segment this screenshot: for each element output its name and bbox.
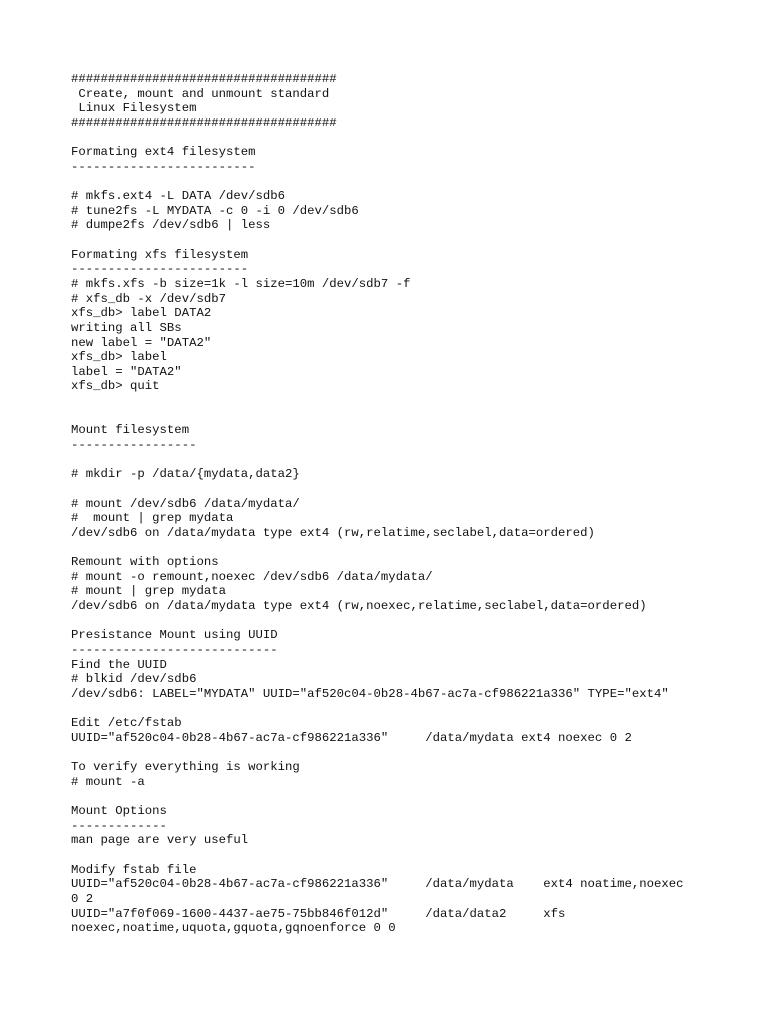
- text-line: # mkfs.xfs -b size=1k -l size=10m /dev/sdb7 -f: [71, 276, 411, 291]
- text-line: [71, 482, 751, 497]
- text-line: # tune2fs -L MYDATA -c 0 -i 0 /dev/sdb6: [71, 203, 359, 218]
- text-line: Find the UUID: [71, 657, 167, 672]
- text-line: ####################################: [71, 72, 337, 86]
- text-line: [71, 848, 751, 863]
- text-line: xfs_db> label: [71, 350, 167, 365]
- text-line: [71, 789, 751, 804]
- text-line: UUID="af520c04-0b28-4b67-ac7a-cf986221a336" /data/mydata ext4 noexec 0 2: [71, 730, 632, 745]
- text-line: Edit /etc/fstab: [71, 716, 182, 731]
- text-line: To verify everything is working: [71, 760, 300, 775]
- text-line: # mount -o remount,noexec /dev/sdb6 /data/mydata/: [71, 569, 433, 584]
- text-line: # mount | grep mydata: [71, 584, 226, 599]
- text-line: [71, 131, 751, 146]
- text-line: -------------: [71, 818, 167, 833]
- text-line: /dev/sdb6 on /data/mydata type ext4 (rw,relatime,seclabel,data=ordered): [71, 525, 595, 540]
- text-line: xfs_db> quit: [71, 379, 160, 394]
- text-line: # dumpe2fs /dev/sdb6 | less: [71, 218, 271, 233]
- text-line: [71, 453, 751, 468]
- text-line: [71, 233, 751, 248]
- text-line: # mount | grep mydata: [71, 511, 234, 526]
- text-line: UUID="a7f0f069-1600-4437-ae75-75bb846f012d" /data/data2 xfs: [71, 906, 566, 921]
- text-line: Modify fstab file: [71, 862, 197, 877]
- text-line: label = "DATA2": [71, 364, 182, 379]
- text-line: [71, 394, 751, 409]
- text-line: -------------------------: [71, 159, 256, 174]
- text-line: Mount Options: [71, 804, 167, 819]
- text-line: ------------------------: [71, 262, 249, 277]
- text-line: [71, 702, 751, 717]
- text-line: Formating xfs filesystem: [71, 247, 249, 262]
- text-line: [71, 541, 751, 556]
- text-line: ####################################: [71, 115, 337, 130]
- text-line: UUID="af520c04-0b28-4b67-ac7a-cf986221a336" /data/mydata ext4 noatime,noexec: [71, 877, 684, 892]
- text-line: # mkfs.ext4 -L DATA /dev/sdb6: [71, 189, 286, 204]
- text-line: man page are very useful: [71, 833, 249, 848]
- text-line: [71, 174, 751, 189]
- text-line: # mount -a: [71, 774, 145, 789]
- text-line: # mount /dev/sdb6 /data/mydata/: [71, 496, 300, 511]
- text-line: # xfs_db -x /dev/sdb7: [71, 291, 226, 306]
- text-line: [71, 745, 751, 760]
- text-line: [71, 614, 751, 629]
- text-line: -----------------: [71, 438, 197, 453]
- text-line: 0 2: [71, 891, 94, 906]
- text-line: Create, mount and unmount standard: [71, 86, 330, 101]
- text-line: writing all SBs: [71, 320, 182, 335]
- text-line: /dev/sdb6 on /data/mydata type ext4 (rw,noexec,relatime,seclabel,data=ordered): [71, 599, 647, 614]
- text-line: new label = "DATA2": [71, 335, 212, 350]
- text-line: Presistance Mount using UUID: [71, 628, 278, 643]
- text-line: /dev/sdb6: LABEL="MYDATA" UUID="af520c04-0b28-4b67-ac7a-cf986221a336" TYPE="ext4": [71, 686, 669, 701]
- text-line: # blkid /dev/sdb6: [71, 672, 197, 687]
- text-line: Linux Filesystem: [71, 101, 197, 116]
- text-line: Mount filesystem: [71, 423, 190, 438]
- text-line: xfs_db> label DATA2: [71, 306, 212, 321]
- text-line: noexec,noatime,uquota,gquota,gqnoenforce 0 0: [71, 921, 396, 936]
- text-line: Remount with options: [71, 555, 219, 570]
- text-line: [71, 409, 751, 424]
- text-line: ----------------------------: [71, 642, 278, 657]
- text-line: # mkdir -p /data/{mydata,data2}: [71, 467, 300, 482]
- document-body: [71, 72, 751, 936]
- text-line: Formating ext4 filesystem: [71, 145, 256, 160]
